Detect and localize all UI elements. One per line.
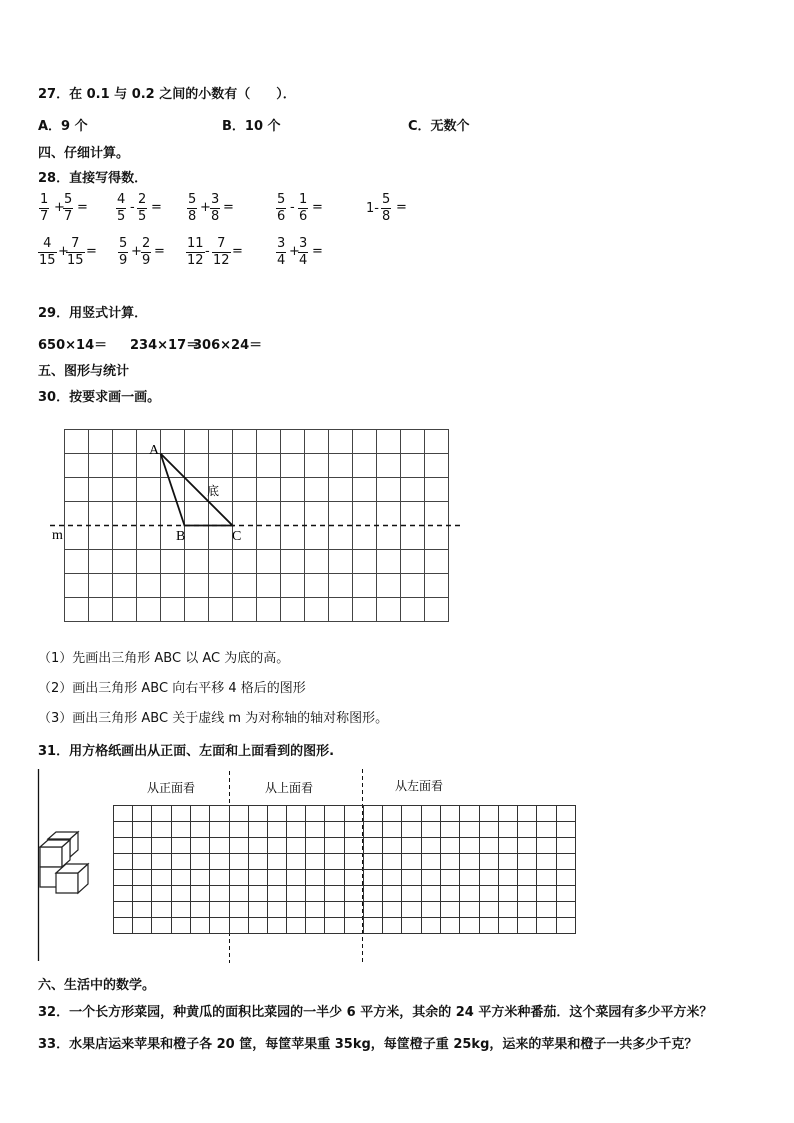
question-30: 30．按要求画一画。: [38, 390, 161, 405]
fraction: 4 5: [117, 192, 126, 224]
label-c: C: [232, 529, 242, 544]
fraction: 5 8: [382, 192, 391, 224]
label-b: B: [176, 529, 186, 544]
fraction: 2 5: [138, 192, 147, 224]
vertical-calc-1: 650×14＝: [38, 338, 108, 353]
option-a: A．9 个: [38, 119, 88, 134]
fraction: 3 4: [299, 236, 308, 268]
section-6-heading: 六、生活中的数学。: [38, 978, 156, 993]
question-32: 32．一个长方形菜园，种黄瓜的面积比菜园的一半少 6 平方米，其余的 24 平方米种番茄．这个菜园有多少平方米？: [38, 1005, 713, 1020]
three-view-figure: [30, 765, 590, 967]
triangle-abc: [161, 454, 233, 526]
fraction: 4 15: [39, 236, 56, 268]
label-base: 底: [207, 484, 220, 498]
fraction: 2 9: [142, 236, 151, 268]
question-27: 27．在 0.1 与 0.2 之间的小数有（ ）．: [38, 87, 296, 102]
fraction: 5 7: [64, 192, 73, 224]
vertical-calc-2: 234×17＝: [130, 338, 200, 353]
label-m: m: [52, 528, 63, 543]
fraction: 3 8: [211, 192, 220, 224]
question-31: 31．用方格纸画出从正面、左面和上面看到的图形.: [38, 744, 335, 759]
task-3: （3）画出三角形 ABC 关于虚线 m 为对称轴的轴对称图形。: [38, 711, 389, 726]
task-1: （1）先画出三角形 ABC 以 AC 为底的高。: [38, 651, 290, 666]
option-b: B．10 个: [222, 119, 281, 134]
fraction: 3 4: [277, 236, 286, 268]
view-label-top: 从上面看: [265, 781, 314, 795]
triangle-grid: [40, 420, 470, 630]
fraction: 5 9: [119, 236, 128, 268]
fraction: 1 6: [299, 192, 308, 224]
cube-stack: [40, 832, 88, 893]
question-28: 28．直接写得数．: [38, 171, 148, 186]
label-a: A: [149, 443, 160, 458]
task-2: （2）画出三角形 ABC 向右平移 4 格后的图形: [38, 681, 306, 696]
fraction: 1 7: [40, 192, 49, 224]
vertical-calc-3: 306×24＝: [193, 338, 263, 353]
question-29: 29．用竖式计算．: [38, 306, 148, 321]
option-c: C．无数个: [408, 119, 470, 134]
question-33: 33．水果店运来苹果和橙子各 20 筐，每筐苹果重 35kg，每筐橙子重 25kg，运来的苹果和橙子一共多少千克？: [38, 1037, 698, 1052]
fraction: 7 15: [67, 236, 84, 268]
section-4-heading: 四、仔细计算。: [38, 146, 130, 161]
view-label-front: 从正面看: [147, 781, 196, 795]
fraction: 7 12: [213, 236, 230, 268]
fraction: 11 12: [187, 236, 204, 268]
fraction: 5 8: [188, 192, 197, 224]
section-5-heading: 五、图形与统计: [38, 364, 130, 379]
view-label-left: 从左面看: [395, 779, 444, 793]
fraction: 5 6: [277, 192, 286, 224]
